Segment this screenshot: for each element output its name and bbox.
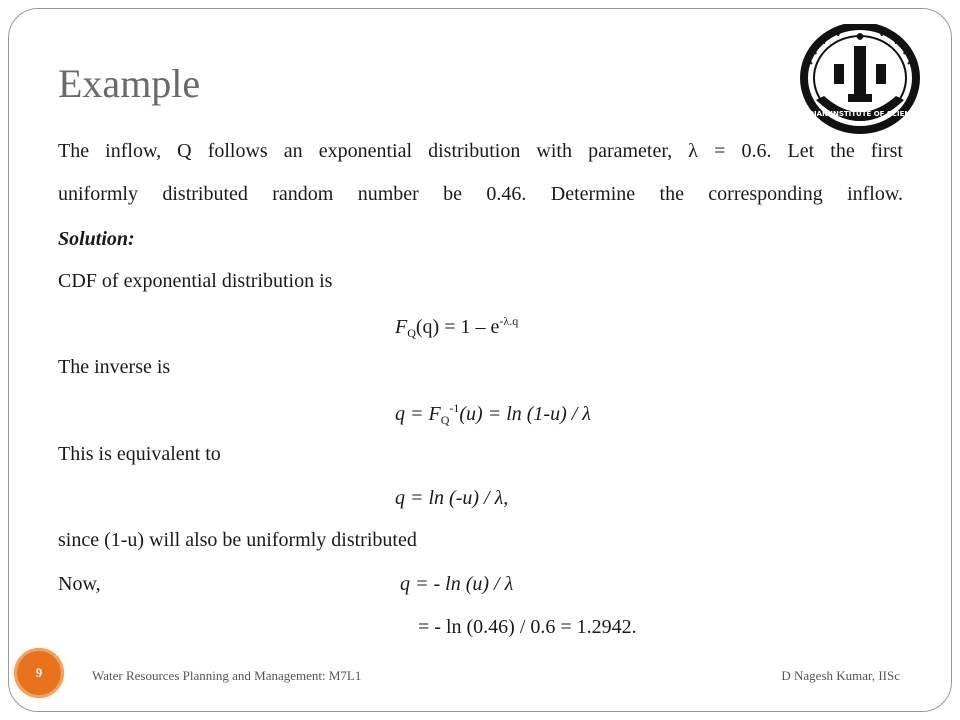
result-equation: = - ln (0.46) / 0.6 = 1.2942. bbox=[418, 616, 637, 638]
inverse-intro: The inverse is bbox=[58, 356, 171, 378]
now-eq-text: q = - ln (u) / λ bbox=[400, 573, 514, 595]
inv-sup: -1 bbox=[449, 401, 460, 415]
cdf-f: F bbox=[395, 316, 408, 338]
inv-a: q = F bbox=[395, 403, 441, 425]
logo-text: INDIAN INSTITUTE OF SCIENCE bbox=[799, 110, 921, 118]
cdf-sub: Q bbox=[407, 326, 416, 340]
equiv-equation bbox=[395, 488, 508, 508]
slide-number-badge: 9 bbox=[14, 648, 64, 698]
inverse-equation bbox=[395, 402, 591, 426]
footer-author: D Nagesh Kumar, IISc bbox=[781, 668, 900, 683]
iisc-logo bbox=[798, 24, 922, 140]
solution-label: Solution: bbox=[58, 228, 135, 250]
problem-line-2: uniformly distributed random number be 0.46. Determine the corresponding inflow. bbox=[58, 183, 903, 205]
cdf-equation bbox=[395, 315, 518, 339]
cdf-arg: (q) = 1 – e bbox=[415, 316, 500, 338]
iisc-emblem-icon bbox=[798, 24, 922, 140]
footer-course: Water Resources Planning and Management: M7L1 bbox=[92, 668, 362, 683]
cdf-sup: -λ.q bbox=[499, 314, 519, 328]
slide-title: Example bbox=[58, 61, 201, 106]
equiv-intro: This is equivalent to bbox=[58, 443, 221, 465]
problem-line-1: The inflow, Q follows an exponential distribution with parameter, λ = 0.6. Let the first bbox=[58, 140, 903, 162]
equiv-text: q = ln (-u) / λ, bbox=[395, 487, 509, 509]
since-text: since (1-u) will also be uniformly distributed bbox=[58, 529, 417, 551]
now-equation bbox=[400, 574, 513, 594]
cdf-intro: CDF of exponential distribution is bbox=[58, 270, 333, 292]
inv-b: (u) = ln (1-u) / λ bbox=[459, 403, 591, 425]
inv-sub: Q bbox=[440, 413, 450, 427]
now-label: Now, bbox=[58, 573, 101, 595]
